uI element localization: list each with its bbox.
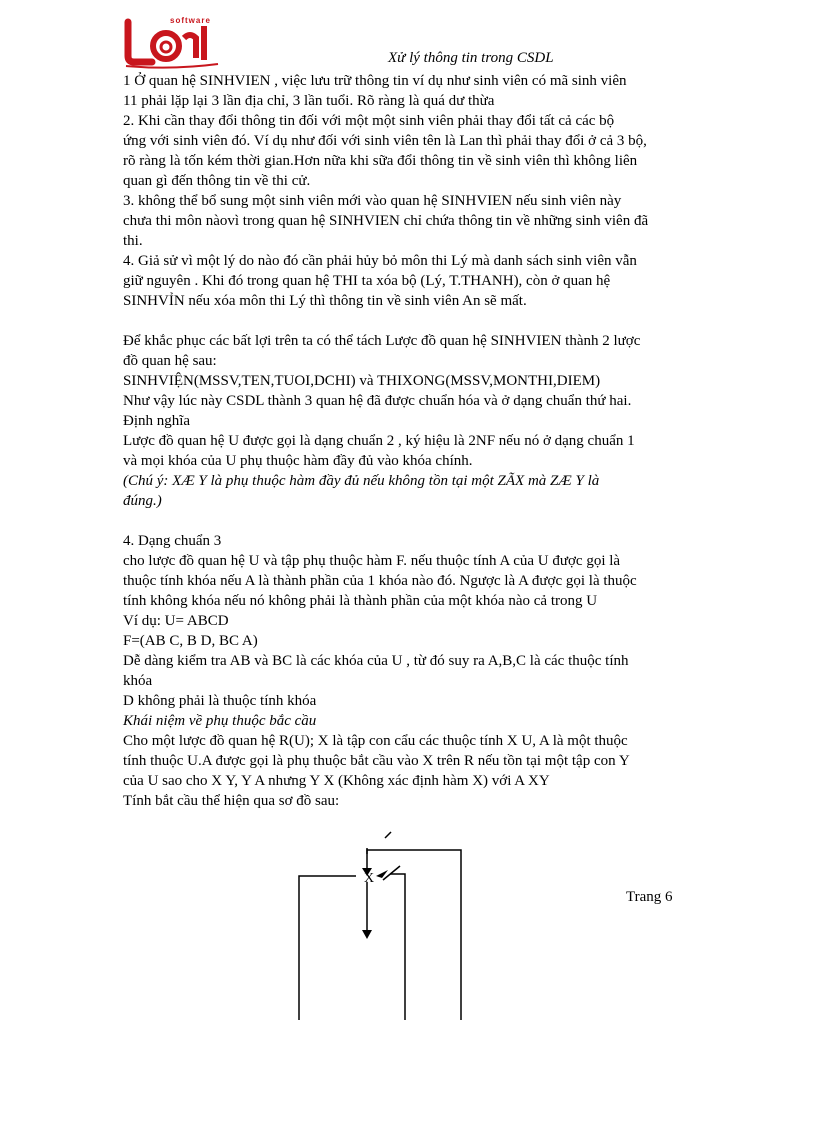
document-body: [123, 71, 733, 811]
text-line: đồ quan hệ sau:: [123, 353, 217, 369]
arrowhead-icon: [362, 930, 372, 939]
text-line: chưa thi môn nàovì trong quan hệ SINHVIEN chỉ chứa thông tin về những sinh viên đã: [123, 213, 649, 229]
text-line: Dễ dàng kiểm tra AB và BC là các khóa của U , từ đó suy ra A,B,C là các thuộc tính: [123, 653, 629, 669]
text-line: quan gì đến thông tin về thi cử.: [123, 173, 311, 189]
slash-mark: [385, 832, 391, 838]
text-line: thuộc tính khóa nếu A là thành phần của 1 khóa nào đó. Ngược là A được gọi là thuộc: [123, 573, 637, 589]
text-line: tính không khóa nếu nó không phải là thành phần của một khóa nào cả trong U: [123, 593, 598, 609]
text-line: F=(AB C, B D, BC A): [123, 633, 258, 649]
left-connector-line: [299, 876, 356, 1020]
text-line: 4. Giả sử vì một lý do nào đó cần phải hủy bỏ môn thi Lý mà danh sách sinh viên vẫn: [123, 253, 637, 269]
text-line: giữ nguyên . Khi đó trong quan hệ THI ta xóa bộ (Lý, T.THANH), còn ở quan hệ: [123, 273, 611, 289]
note-line: đúng.): [123, 493, 162, 509]
subsection-heading: Khái niệm về phụ thuộc bắc cầu: [123, 713, 317, 729]
text-line: tính thuộc U.A được gọi là phụ thuộc bắt cầu vào X trên R nếu tồn tại một tập con Y: [123, 753, 630, 769]
text-line: Cho một lược đồ quan hệ R(U); X là tập con cẩu các thuộc tính X U, A là một thuộc: [123, 733, 628, 749]
text-line: cho lược đồ quan hệ U và tập phụ thuộc hàm F. nếu thuộc tính A của U được gọi là: [123, 553, 621, 569]
text-line: Như vậy lúc này CSDL thành 3 quan hệ đã được chuẩn hóa và ở dạng chuẩn thứ hai.: [123, 393, 632, 409]
page-header-title: Xử lý thông tin trong CSDL: [388, 50, 554, 66]
text-line: D không phải là thuộc tính khóa: [123, 693, 317, 709]
logo-sub-text: software: [170, 16, 211, 25]
blank-line: [123, 511, 733, 531]
text-line: Lược đồ quan hệ U được gọi là dạng chuẩn 2 , ký hiệu là 2NF nếu nó ở dạng chuẩn 1: [123, 433, 635, 449]
text-line: Ví dụ: U= ABCD: [123, 613, 229, 629]
blank-line: [123, 311, 733, 331]
text-line: khóa: [123, 673, 153, 689]
diagram-lines: [290, 830, 480, 1025]
text-line: Tính bắt cầu thể hiện qua sơ đồ sau:: [123, 793, 340, 809]
text-line: 2. Khi cần thay đổi thông tin đối với một một sinh viên phải thay đổi tất cả các bộ: [123, 113, 615, 129]
section-heading: 4. Dạng chuẩn 3: [123, 533, 222, 549]
text-line: 11 phải lặp lại 3 lần địa chỉ, 3 lần tuổi. Rõ ràng là quá dư thừa: [123, 93, 495, 109]
text-line: 1 Ở quan hệ SINHVIEN , việc lưu trữ thông tin ví dụ như sinh viên có mã sinh viên: [123, 73, 627, 89]
transitivity-diagram: [290, 830, 480, 1025]
text-line: của U sao cho X Y, Y A nhưng Y X (Không xác định hàm X) với A XY: [123, 773, 550, 789]
note-line: (Chú ý: XÆ Y là phụ thuộc hàm đầy đủ nếu không tồn tại một ZÃX mà ZÆ Y là: [123, 473, 600, 489]
page-number: Trang 6: [626, 889, 673, 905]
text-line: thi.: [123, 233, 143, 249]
diagram-label-x: X: [364, 871, 375, 886]
lai-logo-icon: [122, 14, 222, 70]
company-logo: [122, 14, 222, 70]
text-line: Để khắc phục các bất lợi trên ta có thể tách Lược đồ quan hệ SINHVIEN thành 2 lược: [123, 333, 641, 349]
text-line: Định nghĩa: [123, 413, 191, 429]
text-line: rõ ràng là tốn kém thời gian.Hơn nữa khi sữa đổi thông tin về sinh viên thì không liên: [123, 153, 638, 169]
text-line: 3. không thể bổ sung một sinh viên mới vào quan hệ SINHVIEN nếu sinh viên này: [123, 193, 622, 209]
inner-connector-line: [390, 874, 405, 1020]
text-line: SINHVỈN nếu xóa môn thi Lý thì thông tin về sinh viên An sẽ mất.: [123, 293, 527, 309]
text-line: và mọi khóa của U phụ thuộc hàm đầy đủ vào khóa chính.: [123, 453, 473, 469]
text-line: ứng với sinh viên đó. Ví dụ như đối với sinh viên tên là Lan thì phải thay đổi ở cả 3 bộ,: [123, 133, 647, 149]
text-line: SINHVIỆN(MSSV,TEN,TUOI,DCHI) và THIXONG(MSSV,MONTHI,DIEM): [123, 373, 601, 389]
